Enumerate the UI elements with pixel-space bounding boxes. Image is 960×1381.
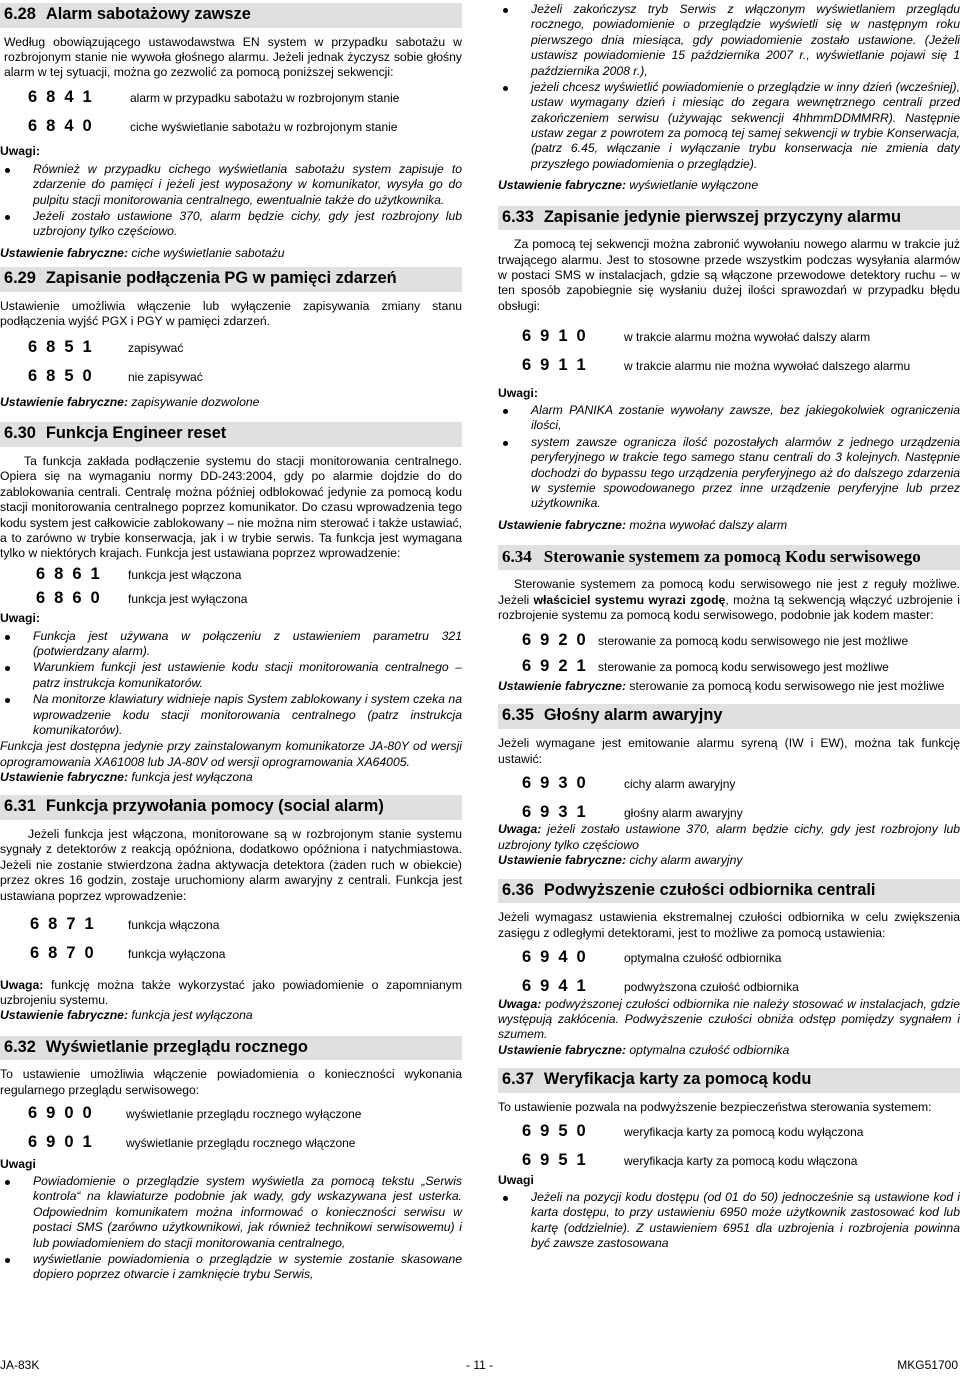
factory-setting: Ustawienie fabryczne: optymalna czułość odbiornika [498,1042,790,1057]
footer-model: JA-83K [0,1358,40,1372]
factory-setting: Ustawienie fabryczne: zapisywanie dozwolone [0,395,260,409]
list-item: system zawsze ogranicza ilość pozostałych alarmów z jednego urządzenia peryferyjnego w trakcie tego samego stanu centrali do 3 kolejnych. Następnie dochodzi do bypassu tego urządzenia peryferyjnego aż do dalszego zdarzenia w systemie spowodowanego przez inne urządzenie peryferyjne lub przez użytkownika. [498,435,960,512]
code-row: 6 9 5 0 weryfikacja karty za pomocą kodu wyłączona [522,1122,864,1141]
section-heading-6-33: 6.33 Zapisanie jedynie pierwszej przyczyny alarmu [498,206,960,231]
code-row: 6 9 4 0 optymalna czułość odbiornika [522,948,782,967]
code-row: 6 9 0 1 wyświetlanie przeglądu rocznego włączone [28,1132,356,1151]
section-heading-6-31: 6.31 Funkcja przywołania pomocy (social alarm) [0,795,462,820]
section-heading-6-36: 6.36 Podwyższenie czułości odbiornika centrali [498,879,960,904]
notes-list [0,1174,462,1283]
notes-label: Uwagi: [0,144,40,159]
section-heading-6-30: 6.30 Funkcja Engineer reset [0,422,462,447]
list-item: Również w przypadku cichego wyświetlania sabotażu system zapisuje to zdarzenie do pamięci i jeżeli jest wyposażony w komunikator, wysyła go do pulpitu stacji monitorowania centralnego, ewentualnie także do użytkownika. [0,162,462,208]
section-heading-6-37: 6.37 Weryfikacja karty za pomocą kodu [498,1068,960,1093]
list-item: Jeżeli na pozycji kodu dostępu (od 01 do 50) jednocześnie są ustawione kod i karta dostępu, to przy ustawieniu 6950 może użytkownik zastosować kod lub kartę (oddzielnie). Z ustawieniem 6951 dla uzbrojenia i rozbrojenia powinna być zawsze zastosowana [498,1190,960,1252]
list-item: jeżeli chcesz wyświetlić powiadomienie o przeglądzie w inny dzień (wcześniej), ustaw wymagany dzień i miesiąc do zegara wewnętrznego centrali przed zakończeniem serwisu (używając sekwencji 4hhmmDDMMRR). Następnie ustaw zegar z powrotem za pomocą tej samej sekwencji w trybie Konserwacja, (patrz 6.45, włączanie i wyłączanie trybu konserwacja nie zmienia daty przyszłego powiadomienia o przeglądzie). [498,80,960,172]
list-item: Alarm PANIKA zostanie wywołany zawsze, bez jakiegokolwiek ograniczenia ilości, [498,403,960,434]
paragraph: Sterowanie systemem za pomocą kodu serwisowego nie jest z reguły możliwe. Jeżeli właściciel systemu wyrazi zgodę, można tą sekwencją włączyć uzbrojenie i rozbrojenie systemu za pomocą kodu serwisowego, podobnie jak kodem master: [498,577,960,623]
code-row: 6 8 6 0 funkcja jest wyłączona [36,589,248,608]
section-heading-6-35: 6.35 Głośny alarm awaryjny [498,704,960,729]
factory-setting: Ustawienie fabryczne: funkcja jest wyłączona [0,770,253,784]
code-row: 6 8 7 1 funkcja włączona [30,914,220,933]
paragraph: Jeżeli funkcja jest włączona, monitorowane są w rozbrojonym stanie systemu sygnały z detektorów z reakcją opóźniona, dodatkowo opóźniona i natychmiastowa. Jeżeli nie zostanie stwierdzona żadna aktywacja detektora (żaden ruch w obiekcie) przez okres 16 godzin, zostaje uruchomiony alarm awaryjny z centrali. Funkcja jest ustawiana poprzez wprowadzenie: [0,827,462,903]
paragraph: To ustawienie umożliwia włączenie powiadomienia o konieczności wykonania regularnego przeglądu serwisowego: [0,1067,462,1097]
list-item: Jeżeli zakończysz tryb Serwis z włączonym wyświetlaniem przeglądu rocznego, powiadomienie o przeglądzie wyświetli się w następnym roku pierwszego dnia miesiąca, gdy powiadomienie zostało ustawione. (Jeżeli ustawisz powiadomienie 15 października 2007 r., wyświetlanie pojawi się 1 października 2008 r.), [498,2,960,79]
paragraph: Jeżeli wymagane jest emitowanie alarmu syreną (IW i EW), można tak funkcję ustawić: [498,736,960,766]
code-row: 6 9 1 1 w trakcie alarmu nie można wywołać dalszego alarmu [522,355,911,374]
code-row: 6 9 4 1 podwyższona czułość odbiornika [522,976,799,995]
paragraph: Jeżeli wymagasz ustawienia ekstremalnej czułości odbiornika w celu zwiększenia zasięgu z odległymi detektorami, jest to możliwe za pomocą ustawienia: [498,910,960,940]
notes-list [498,2,960,172]
code-row: 6 8 5 1 zapisywać [28,338,184,357]
list-item: Warunkiem funkcji jest ustawienie kodu stacji monitorowania centralnego – patrz instrukcja komunikatorów. [0,660,462,691]
factory-setting: Ustawienie fabryczne: sterowanie za pomocą kodu serwisowego nie jest możliwe [498,679,945,694]
footer-doc-code: MKG51700 [897,1358,958,1372]
right-column [498,0,960,1258]
paragraph: Ta funkcja zakłada podłączenie systemu do stacji monitorowania centralnego. Opiera się na wymaganiu normy DD-243:2004, gdy po alarmie dojdzie do do zablokowania centrali. Centralę można później odblokować jedynie za pomocą kodu stacji monitorowania centralnego poprzez komunikator. Do czasu wprowadzenia tego kodu system jest całkowicie zablokowany – nie można nim sterować i także ustawiać, a to zarówno w trybie konserwacja, jak i w trybie serwis. Ta funkcja jest wymagana tylko w niektórych krajach. Funkcja jest ustawiana poprzez wprowadzenie: [0,454,462,561]
factory-setting: Ustawienie fabryczne: wyświetlanie wyłączone [498,178,759,193]
code-row: 6 8 4 0 ciche wyświetlanie sabotażu w rozbrojonym stanie [28,116,398,135]
section-heading-6-34: 6.34 Sterowanie systemem za pomocą Kodu serwisowego [498,545,960,570]
list-item: wyświetlanie powiadomienia o przeglądzie w systemie zostanie skasowane dopiero poprzez otwarcie i zamknięcie trybu Serwis, [0,1252,462,1283]
paragraph: Według obowiązującego ustawodawstwa EN system w przypadku sabotażu w rozbrojonym stanie nie wywoła głośnego alarmu. Jeżeli jednak życzysz sobie głośny alarm w tej sytuacji, można go zezwolić za pomocą poniższej sekwencji: [4,34,462,80]
paragraph: To ustawienie pozwala na podwyższenie bezpieczeństwa sterowania systemem: [498,1099,932,1114]
code-row: 6 9 2 1 sterowanie za pomocą kodu serwisowego jest możliwe [522,657,889,676]
notes-list [498,1190,960,1252]
left-column [0,0,462,1289]
code-row: 6 9 1 0 w trakcie alarmu można wywołać dalszy alarm [522,327,871,346]
code-row: 6 9 0 0 wyświetlanie przeglądu rocznego wyłączone [28,1104,362,1123]
list-item: Funkcja jest używana w połączeniu z ustawieniem parametru 321 (potwierdzany alarm). [0,629,462,660]
code-row: 6 9 2 0 sterowanie za pomocą kodu serwisowego nie jest możliwe [522,630,909,649]
page-footer [0,1358,960,1376]
section-heading-6-32: 6.32 Wyświetlanie przeglądu rocznego [0,1036,462,1061]
code-row: 6 9 3 0 cichy alarm awaryjny [522,773,736,792]
notes-list [0,162,462,240]
factory-setting: Ustawienie fabryczne: cichy alarm awaryjny [498,853,743,868]
code-row: 6 8 4 1 alarm w przypadku sabotażu w rozbrojonym stanie [28,87,400,106]
section-heading-6-29: 6.29 Zapisanie podłączenia PG w pamięci zdarzeń [0,267,462,292]
note-paragraph: Uwaga: funkcję można także wykorzystać jako powiadomienie o zapomnianym uzbrojeniu systemu. [0,977,462,1007]
paragraph: Za pomocą tej sekwencji można zabronić wywołaniu nowego alarmu w trakcie już trwającego alarmu. Jest to stosowne przede wszystkim podczas wysyłania alarmów w postaci SMS w instalacjach, gdzie są włączone przewodowe detektory ruchu – w ten sposób zapobiegnie się wysłaniu dużej ilości sprawozdań w przypadku błędu obsługi: [498,237,960,313]
page-number: - 11 - [466,1358,494,1372]
notes-list [498,403,960,512]
list-item: Jeżeli zostało ustawione 370, alarm będzie cichy, gdy jest rozbrojony lub uzbrojony tylko częściowo. [0,209,462,240]
factory-setting: Ustawienie fabryczne: ciche wyświetlanie sabotażu [0,245,285,260]
list-item: Powiadomienie o przeglądzie system wyświetla za pomocą tekstu „Serwis kontrola“ na klawiaturze podobnie jak wady, gdy wskazywana jest usterka. Odpowiednim komunikatem można informować o konieczności serwisu w postaci SMS (zarówno użytkownikowi, jak również technikowi serwisowemu) i lub powiadomieniem do stacji monitorowania centralnego, [0,1174,462,1251]
factory-setting: Ustawienie fabryczne: można wywołać dalszy alarm [498,517,788,532]
note-paragraph: Uwaga: podwyższonej czułości odbiornika nie należy stosować w instalacjach, gdzie występują zakłócenia. Podwyższenie czułości obniża odstęp pomiędzy sygnałem i szumem. [498,996,960,1042]
code-row: 6 9 3 1 głośny alarm awaryjny [522,802,743,821]
notes-label: Uwagi: [0,611,40,626]
code-row: 6 8 6 1 funkcja jest włączona [36,564,242,583]
list-item: Na monitorze klawiatury widnieje napis System zablokowany i system czeka na wprowadzenie kodu stacji monitorowania centralnego (patrz instrukcja komunikatorów). [0,692,462,738]
notes-list [0,629,462,739]
factory-setting: Ustawienie fabryczne: funkcja jest wyłączona [0,1008,253,1023]
code-row: 6 8 7 0 funkcja wyłączona [30,943,226,962]
note-paragraph: Uwaga: jeżeli zostało ustawione 370, alarm będzie cichy, gdy jest rozbrojony lub uzbrojony tylko częściowo [498,822,960,852]
paragraph: Funkcja jest dostępna jedynie przy zainstalowanym komunikatorze JA-80Y od wersji oprogramowania XA61008 lub JA-80V od wersji oprogramowania XA64005. [0,739,462,769]
paragraph: Ustawienie umożliwia włączenie lub wyłączenie zapisywania zmiany stanu podłączenia wyjść PGX i PGY w pamięci zdarzeń. [0,298,462,329]
notes-label: Uwagi [498,1172,534,1187]
code-row: 6 8 5 0 nie zapisywać [28,367,203,386]
notes-label: Uwagi: [498,385,538,400]
code-row: 6 9 5 1 weryfikacja karty za pomocą kodu włączona [522,1150,858,1169]
section-heading-6-28: 6.28 Alarm sabotażowy zawsze [0,3,462,28]
notes-label: Uwagi [0,1156,36,1171]
